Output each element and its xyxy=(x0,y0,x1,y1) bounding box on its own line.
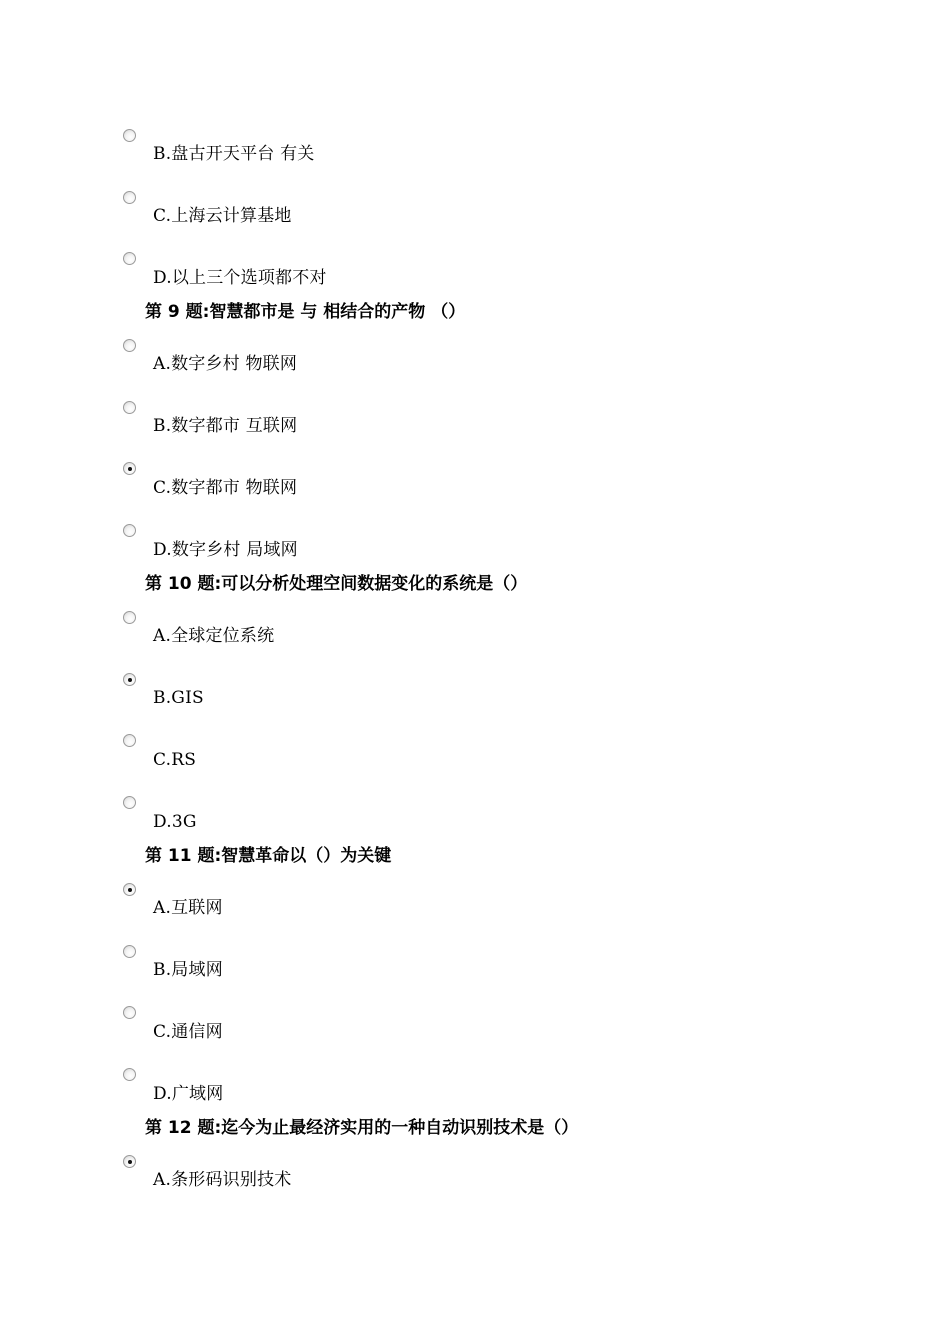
option-q8-b: B.盘古开天平台 有关 xyxy=(153,144,315,164)
radio-q10-d[interactable] xyxy=(123,796,136,809)
radio-q9-c[interactable] xyxy=(123,462,136,475)
question-12-title: 第 12 题:迄今为止最经济实用的一种自动识别技术是（） xyxy=(145,1118,579,1138)
option-q9-a: A.数字乡村 物联网 xyxy=(153,354,298,374)
option-q10-d: D.3G xyxy=(153,812,197,832)
option-q11-c: C.通信网 xyxy=(153,1022,223,1042)
option-q9-c: C.数字都市 物联网 xyxy=(153,478,298,498)
question-11-title: 第 11 题:智慧革命以（）为关键 xyxy=(145,846,392,866)
radio-q9-d[interactable] xyxy=(123,524,136,537)
radio-q9-a[interactable] xyxy=(123,339,136,352)
option-q11-d: D.广域网 xyxy=(153,1084,224,1104)
option-q8-d: D.以上三个选项都不对 xyxy=(153,268,327,288)
radio-q11-a[interactable] xyxy=(123,883,136,896)
option-q11-a: A.互联网 xyxy=(153,898,223,918)
option-q11-b: B.局域网 xyxy=(153,960,223,980)
radio-q9-b[interactable] xyxy=(123,401,136,414)
question-10-title: 第 10 题:可以分析处理空间数据变化的系统是（） xyxy=(145,574,528,594)
radio-q8-d[interactable] xyxy=(123,252,136,265)
option-q12-a: A.条形码识别技术 xyxy=(153,1170,292,1190)
radio-dot xyxy=(128,1160,132,1164)
radio-q11-b[interactable] xyxy=(123,945,136,958)
radio-dot xyxy=(128,467,132,471)
radio-dot xyxy=(128,888,132,892)
option-q9-d: D.数字乡村 局域网 xyxy=(153,540,298,560)
option-q10-a: A.全球定位系统 xyxy=(153,626,275,646)
radio-q10-a[interactable] xyxy=(123,611,136,624)
radio-q10-b[interactable] xyxy=(123,673,136,686)
radio-q12-a[interactable] xyxy=(123,1155,136,1168)
radio-q8-b[interactable] xyxy=(123,129,136,142)
radio-q11-c[interactable] xyxy=(123,1006,136,1019)
radio-dot xyxy=(128,678,132,682)
question-9-title: 第 9 题:智慧都市是 与 相结合的产物 （） xyxy=(145,302,466,322)
radio-q10-c[interactable] xyxy=(123,734,136,747)
option-q8-c: C.上海云计算基地 xyxy=(153,206,292,226)
option-q10-c: C.RS xyxy=(153,750,197,770)
radio-q11-d[interactable] xyxy=(123,1068,136,1081)
option-q10-b: B.GIS xyxy=(153,688,204,708)
option-q9-b: B.数字都市 互联网 xyxy=(153,416,298,436)
radio-q8-c[interactable] xyxy=(123,191,136,204)
